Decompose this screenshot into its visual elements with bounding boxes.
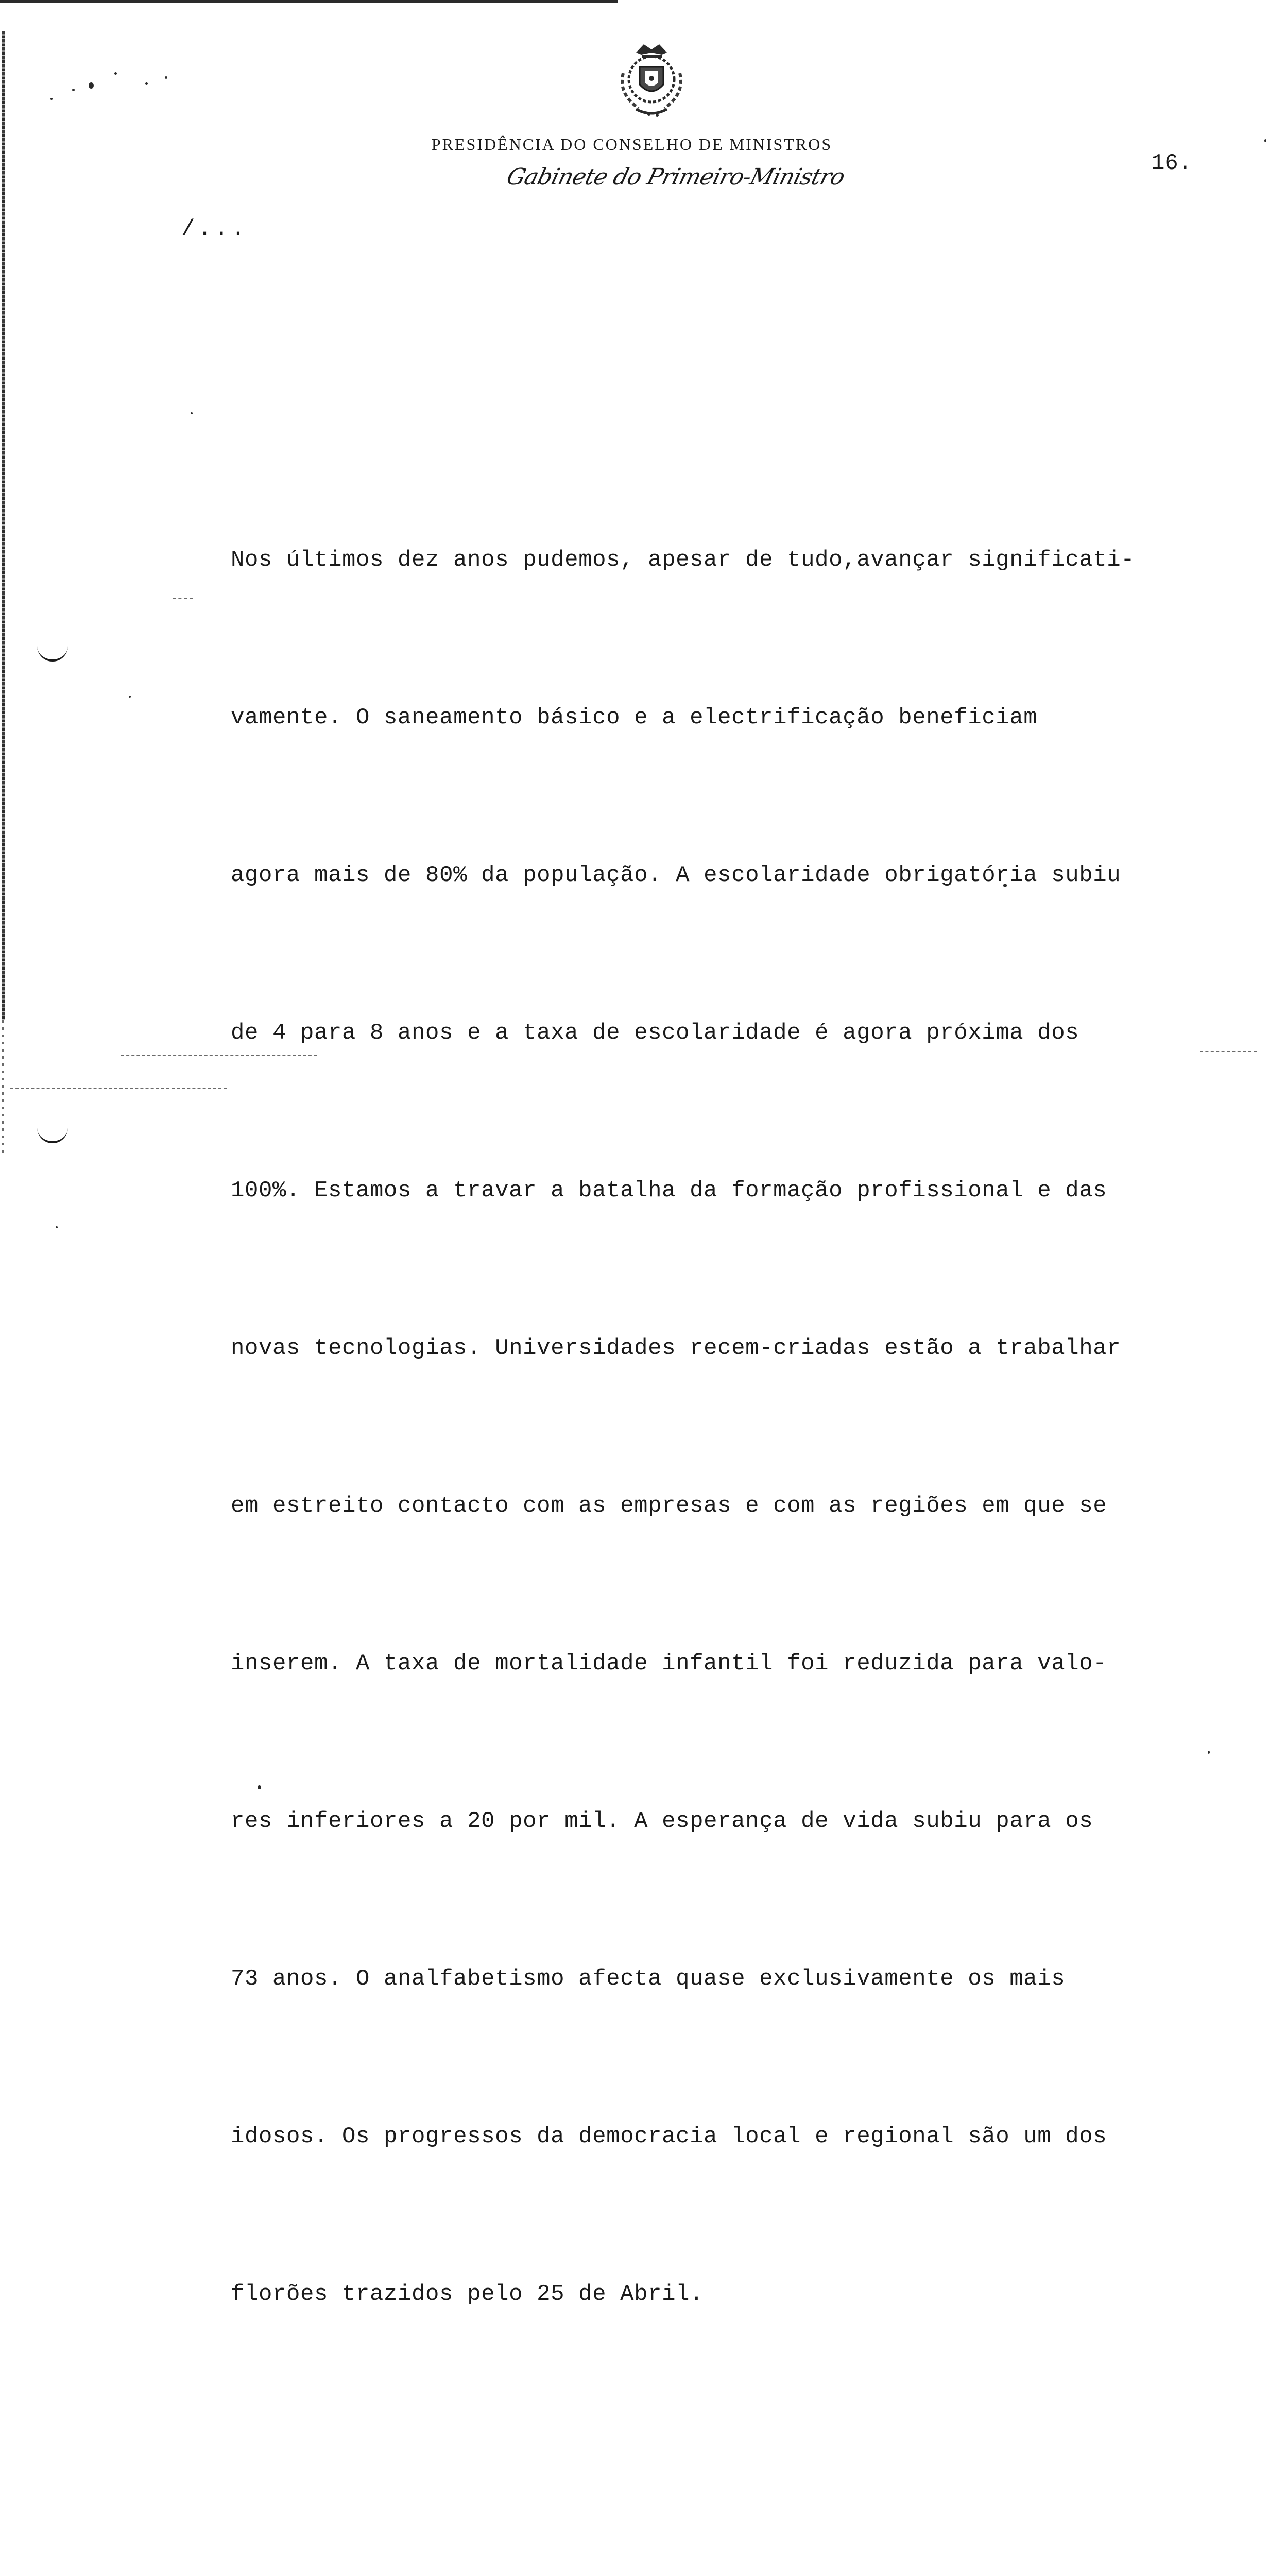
punch-hole-mark-lower bbox=[37, 1126, 68, 1143]
page-number: 16. bbox=[1151, 150, 1192, 176]
text-line: res inferiores a 20 por mil. A esperança de vida subiu para os bbox=[231, 1808, 1093, 1834]
scan-speck bbox=[145, 82, 148, 85]
text-line: 100%. Estamos a travar a batalha da formação profissional e das bbox=[231, 1178, 1107, 1204]
text-line: vamente. O saneamento básico e a electrificação beneficiam bbox=[231, 705, 1038, 731]
continuation-mark: /... bbox=[181, 216, 248, 242]
scan-speck bbox=[89, 82, 94, 89]
scan-speck bbox=[114, 72, 117, 75]
text-line: novas tecnologias. Universidades recem-criadas estão a trabalhar bbox=[231, 1335, 1121, 1361]
document-body bbox=[231, 324, 1256, 2576]
text-line: idosos. Os progressos da democracia local e regional são um dos bbox=[231, 2124, 1107, 2149]
scan-speck bbox=[165, 76, 167, 79]
text-line: florões trazidos pelo 25 de Abril. bbox=[231, 2281, 704, 2307]
text-line: 73 anos. O analfabetismo afecta quase exclusivamente os mais bbox=[231, 1966, 1066, 1992]
institution-name: PRESIDÊNCIA DO CONSELHO DE MINISTROS bbox=[431, 135, 833, 154]
text-line: inserem. A taxa de mortalidade infantil foi reduzida para valo- bbox=[231, 1651, 1107, 1676]
scan-top-rule bbox=[0, 0, 618, 3]
scan-left-edge bbox=[2, 31, 5, 1020]
scan-dash-line bbox=[10, 1088, 227, 1089]
scan-left-edge-lower bbox=[2, 1020, 4, 1154]
office-name: Gabinete do Primeiro-Ministro bbox=[504, 164, 847, 190]
text-line: Nos últimos dez anos pudemos, apesar de tudo,avançar significati- bbox=[231, 547, 1135, 573]
letterhead-institution bbox=[0, 135, 1269, 154]
paragraph-1 bbox=[231, 429, 1256, 2426]
scan-speck bbox=[191, 412, 193, 414]
scan-speck bbox=[56, 1226, 58, 1228]
scan-speck bbox=[129, 696, 131, 698]
scan-dash-line bbox=[173, 598, 193, 599]
text-line: em estreito contacto com as empresas e com as regiões em que se bbox=[231, 1493, 1107, 1519]
coat-of-arms-emblem bbox=[608, 37, 695, 122]
scan-speck bbox=[72, 89, 75, 91]
text-line: de 4 para 8 anos e a taxa de escolaridade é agora próxima dos bbox=[231, 1020, 1079, 1046]
scan-speck bbox=[50, 98, 53, 100]
text-line: agora mais de 80% da população. A escolaridade obrigatória subiu bbox=[231, 862, 1121, 888]
punch-hole-mark-upper bbox=[37, 644, 68, 662]
